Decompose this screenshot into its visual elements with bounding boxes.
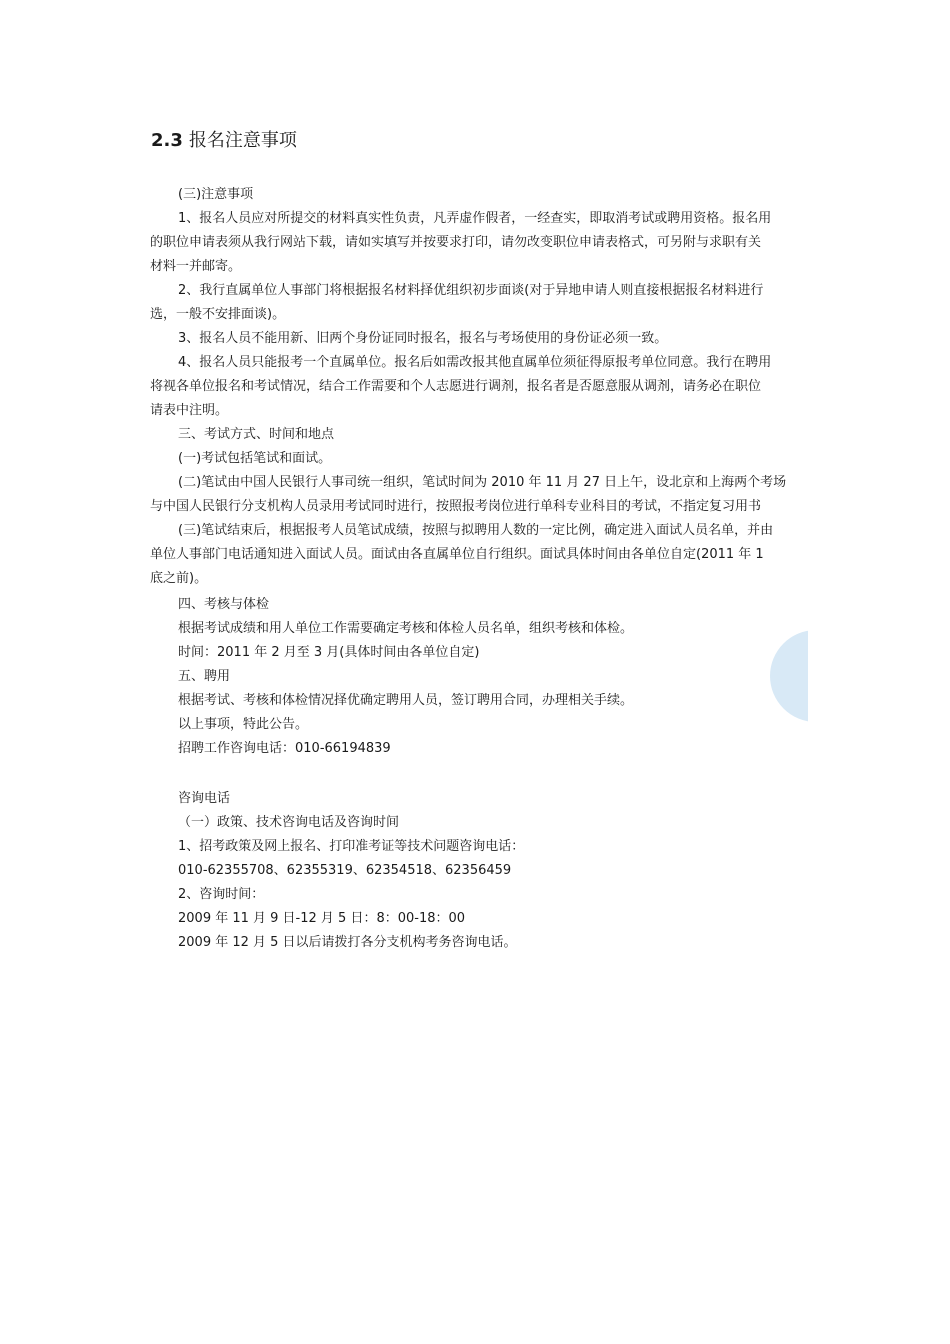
decorative-circle-shape: [770, 630, 808, 722]
notice-line: 单位人事部门电话通知进入面试人员。面试由各直属单位自行组织。面试具体时间由各单位自定(2011 年 1: [150, 547, 764, 562]
contact-subheading: （一）政策、技术咨询电话及咨询时间: [178, 815, 400, 830]
notice-line: 时间：2011 年 2 月至 3 月(具体时间由各单位自定): [178, 645, 480, 660]
notice-subheading: 四、考核与体检: [178, 597, 270, 612]
contact-line: 2009 年 12 月 5 日以后请拨打各分支机构考务咨询电话。: [178, 935, 517, 950]
notice-line: (二)笔试由中国人民银行人事司统一组织，笔试时间为 2010 年 11 月 27 日上午，设北京和上海两个考场: [178, 475, 787, 490]
notice-line: 1、报名人员应对所提交的材料真实性负责，凡弄虚作假者，一经查实，即取消考试或聘用资格。报名用: [178, 211, 772, 226]
notice-subheading: 五、聘用: [178, 669, 231, 684]
notice-line: 3、报名人员不能用新、旧两个身份证同时报名，报名与考场使用的身份证必须一致。: [178, 331, 668, 346]
section-heading: [151, 129, 297, 153]
notice-line: (一)考试包括笔试和面试。: [178, 451, 332, 466]
contact-hours: 2009 年 11 月 9 日-12 月 5 日：8：00-18：00: [178, 911, 466, 926]
section-number: 2.3: [151, 130, 183, 151]
notice-line: 材料一并邮寄。: [150, 259, 242, 274]
notice-line: 根据考试成绩和用人单位工作需要确定考核和体检人员名单，组织考核和体检。: [178, 621, 634, 636]
notice-line: 4、报名人员只能报考一个直属单位。报名后如需改报其他直属单位须征得原报考单位同意。我行在聘用: [178, 355, 772, 370]
contact-line: 2、咨询时间：: [178, 887, 265, 902]
notice-line: 选，一般不安排面谈)。: [150, 307, 286, 322]
recruitment-phone-line: 招聘工作咨询电话：010-66194839: [178, 741, 391, 756]
notice-line: 以上事项，特此公告。: [178, 717, 309, 732]
notice-line: 将视各单位报名和考试情况，结合工作需要和个人志愿进行调剂，报名者是否愿意服从调剂，请务必在职位: [150, 379, 762, 394]
notice-subheading: (三)注意事项: [178, 187, 254, 202]
decorative-circle: [770, 630, 808, 722]
notice-body: [150, 184, 808, 604]
section-title: 报名注意事项: [188, 130, 297, 151]
notice-line: 根据考试、考核和体检情况择优确定聘用人员，签订聘用合同，办理相关手续。: [178, 693, 634, 708]
notice-subheading: 三、考试方式、时间和地点: [178, 427, 335, 442]
notice-line: (三)笔试结束后，根据报考人员笔试成绩，按照与拟聘用人数的一定比例，确定进入面试人员名单，并由: [178, 523, 774, 538]
contact-heading: 咨询电话: [178, 791, 231, 806]
notice-line: 的职位申请表须从我行网站下载，请如实填写并按要求打印，请勿改变职位申请表格式，可另附与求职有关: [150, 235, 762, 250]
notice-line: 与中国人民银行分支机构人员录用考试同时进行，按照报考岗位进行单科专业科目的考试，不指定复习用书: [150, 499, 762, 514]
notice-line: 2、我行直属单位人事部门将根据报名材料择优组织初步面谈(对于异地申请人则直接根据报名材料进行: [178, 283, 764, 298]
contact-line: 1、招考政策及网上报名、打印准考证等技术问题咨询电话：: [178, 839, 525, 854]
contact-phone-numbers: 010-62355708、62355319、62354518、62356459: [178, 863, 512, 878]
notice-line: 底之前)。: [150, 571, 208, 586]
notice-line: 请表中注明。: [150, 403, 229, 418]
